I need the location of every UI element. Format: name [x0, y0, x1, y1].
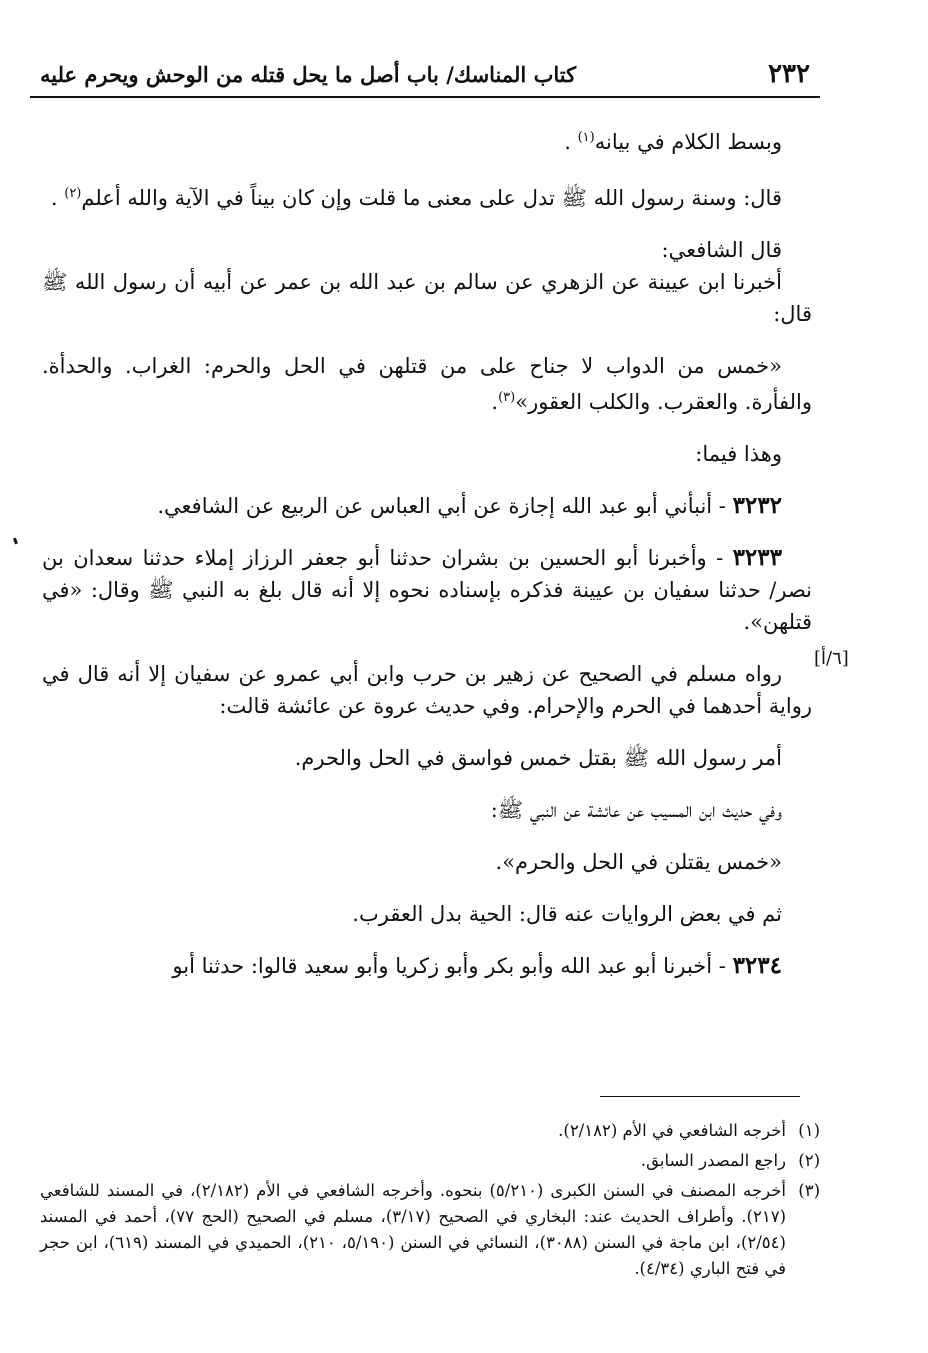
footnote-text: راجع المصدر السابق.	[640, 1151, 786, 1170]
footnote-marker: (١)	[577, 130, 595, 145]
hadith-quote	[42, 350, 812, 418]
paragraph: وهذا فيما:	[695, 442, 782, 466]
paragraph: رواه مسلم في الصحيح عن زهير بن حرب وابن أبي عمرو عن سفيان إلا أنه قال في رواية أحدهما في الحرم والإحرام. وفي حديث عروة عن عائشة قالت:	[42, 662, 812, 718]
hadith-entry	[42, 542, 812, 638]
running-title: كتاب المناسك/ باب أصل ما يحل قتله من الوحش ويحرم عليه	[40, 61, 577, 87]
hadith-entry	[42, 490, 812, 522]
stray-ink-mark	[13, 538, 18, 545]
footnote-text: أخرجه المصنف في السنن الكبرى (٥/٢١٠) بنحوه. وأخرجه الشافعي في الأم (٢/١٨٢)، في المسند للشافعي (٢١٧). وأطراف الحديث عند: البخاري في الصحيح (٣/١٧)، مسلم في الصحيح (الحج ٧٧)، أحمد في المسند (٢/٥٤)، ابن ماجة في السنن (٣٠٨٨)، النسائي في السنن (٥/١٩٠، ٢١٠)، الحميدي في المسند (٦١٩)، ابن حجر في فتح الباري (٤/٣٤).	[40, 1181, 786, 1278]
hadith-text: - وأخبرنا أبو الحسين بن بشران حدثنا أبو جعفر الرزاز إملاء حدثنا سعدان بن نصر/ حدثنا سفيان بن عيينة فذكره بإسناده نحوه إلا أنه قال بلغ به النبي ﷺ وقال: «في قتلهن».	[42, 546, 812, 634]
paragraph-end: .	[564, 130, 578, 154]
paragraph: «خمس يقتلن في الحل والحرم».	[495, 850, 782, 874]
paragraph	[42, 122, 812, 158]
paragraph: أمر رسول الله ﷺ بقتل خمس فواسق في الحل والحرم.	[294, 746, 782, 770]
main-text	[42, 122, 812, 1002]
footnote-marker: (٣)	[498, 390, 516, 405]
hadith-text: - أنبأني أبو عبد الله إجازة عن أبي العباس عن الربيع عن الشافعي.	[157, 494, 733, 518]
hadith-number: ٣٢٣٣	[732, 544, 782, 571]
paragraph	[42, 178, 812, 214]
footnote-marker: (٢)	[64, 186, 82, 201]
paragraph-end: .	[491, 390, 499, 414]
footnote-separator	[600, 1096, 800, 1097]
footnote-label: (١)	[798, 1121, 820, 1140]
paragraph: وفي حديث ابن المسيب عن عائشة عن النبي ﷺ:	[490, 798, 782, 822]
page-header	[30, 52, 820, 98]
paragraph: قال الشافعي:	[661, 238, 782, 262]
paragraph: ثم في بعض الروايات عنه قال: الحية بدل العقرب.	[352, 902, 782, 926]
hadith-entry	[42, 950, 812, 982]
footnote-label: (٣)	[798, 1181, 820, 1200]
hadith-number: ٣٢٣٢	[732, 492, 782, 519]
footnote-text: أخرجه الشافعي في الأم (٢/١٨٢).	[558, 1121, 786, 1140]
paragraph: أخبرنا ابن عيينة عن الزهري عن سالم بن عبد الله بن عمر عن أبيه أن رسول الله ﷺ قال:	[42, 270, 812, 326]
paragraph-end: .	[50, 186, 65, 210]
hadith-text: - أخبرنا أبو عبد الله وأبو بكر وأبو زكريا وأبو سعيد قالوا: حدثنا أبو	[172, 954, 733, 978]
footnote-label: (٢)	[798, 1151, 820, 1170]
footnote	[40, 1118, 820, 1144]
margin-folio-reference: [٦/أ]	[814, 648, 849, 669]
quote-text: «خمس من الدواب لا جناح على من قتلهن في الحل والحرم: الغراب. والحدأة. والفأرة. والعقرب. والكلب العقور»	[42, 354, 812, 414]
footnotes	[40, 1118, 820, 1286]
footnote	[40, 1178, 820, 1282]
paragraph-text: وبسط الكلام في بيانه	[594, 130, 782, 154]
hadith-number: ٣٢٣٤	[732, 952, 782, 979]
paragraph-text: قال: وسنة رسول الله ﷺ تدل على معنى ما قلت وإن كان بيناً في الآية والله أعلم	[81, 186, 782, 210]
page-number: ٢٣٢	[768, 59, 810, 89]
footnote	[40, 1148, 820, 1174]
